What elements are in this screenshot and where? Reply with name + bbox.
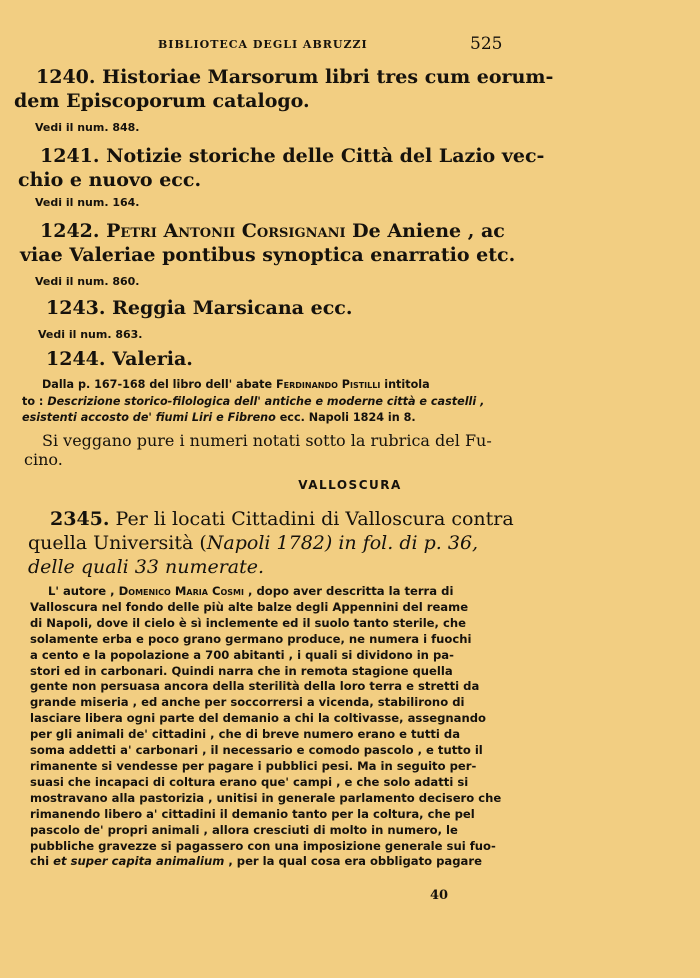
body-line: gente non persuasa ancora della sterilità della loro terra e stretti da bbox=[30, 679, 480, 694]
entry-1244-see-line1: Si veggano pure i numeri notati sotto la rubrica del Fu- bbox=[42, 431, 492, 450]
entry-1244-note: Dalla p. 167-168 del libro dell' abate Ferdinando Pistilli intitola to : Descrizione storico-filologica dell' antiche e moderne città e castelli , esistenti accosto de' fiumi Liri e Fibreno ecc. Napoli 1824 in 8. bbox=[22, 378, 485, 424]
entry-1244-see-line2: cino. bbox=[24, 450, 63, 469]
entry-2345-line1: 2345. Per li locati Cittadini di Valloscura contra bbox=[50, 508, 514, 530]
body-line: rimanendo libero a' cittadini il demanio tanto per la coltura, che pel bbox=[30, 806, 475, 821]
body-line: rimanente si vendesse per pagare i pubblici pesi. Ma in seguito per- bbox=[30, 758, 477, 773]
header-title: BIBLIOTECA DEGLI ABRUZZI bbox=[158, 38, 368, 51]
body-author: Domenico Maria Cosmi bbox=[118, 584, 244, 598]
entry-1240-line1: 1240. Historiae Marsorum libri tres cum eorum- bbox=[36, 66, 554, 88]
entry-1241-ref: Vedi il num. 164. bbox=[35, 196, 140, 209]
body-line: L' autore , Domenico Maria Cosmi , dopo aver descritta la terra di bbox=[48, 584, 454, 598]
page-number: 525 bbox=[470, 34, 503, 54]
entry-1241-line2: chio e nuovo ecc. bbox=[18, 169, 202, 191]
entry-1241-line1: 1241. Notizie storiche delle Città del Lazio vec- bbox=[40, 145, 545, 167]
body-line: mostravano alla pastorizia , unitisi in generale parlamento decisero che bbox=[30, 790, 502, 805]
entry-1240-ref: Vedi il num. 848. bbox=[35, 121, 140, 134]
entry-2345-line2: quella Università (Napoli 1782) in fol. di p. 36, bbox=[28, 532, 479, 554]
entry-1242-line2: viae Valeriae pontibus synoptica enarratio etc. bbox=[20, 244, 516, 266]
body-line: pascolo de' propri animali , allora cresciuti di molto in numero, le bbox=[30, 822, 458, 837]
note-author: Ferdinando Pistilli bbox=[275, 378, 381, 391]
entry-1244-line1: 1244. Valeria. bbox=[46, 348, 193, 370]
body-line: pubbliche gravezze si pagassero con una imposizione generale sui fuo- bbox=[30, 838, 496, 853]
entry-1243-line1: 1243. Reggia Marsicana ecc. bbox=[46, 297, 353, 319]
entry-1243-ref: Vedi il num. 863. bbox=[38, 328, 143, 341]
entry-1242-line1: 1242. Petri Antonii Corsignani De Aniene , ac bbox=[40, 220, 505, 242]
body-line: a cento e la popolazione a 700 abitanti , i quali si dividono in pa- bbox=[30, 647, 454, 662]
body-line: soma addetti a' carbonari , il necessario e comodo pascolo , e tutto il bbox=[30, 743, 483, 758]
body-line: grande miseria , ed anche per soccorrersi a vicenda, stabilirono di bbox=[30, 695, 465, 710]
entry-2345-line3: delle quali 33 numerate. bbox=[28, 556, 265, 578]
body-line: chi et super capita animalium , per la qual cosa era obbligato pagare bbox=[30, 854, 482, 869]
body-line: stori ed in carbonari. Quindi narra che in remota stagione quella bbox=[30, 663, 453, 678]
body-line: Valloscura nel fondo delle più alte balze degli Appennini del reame bbox=[30, 599, 469, 614]
body-line: di Napoli, dove il cielo è sì inclemente ed il suolo tanto sterile, che bbox=[30, 615, 466, 630]
body-line: suasi che incapaci di coltura erano que' campi , e che solo adatti si bbox=[30, 774, 469, 789]
signature-mark: 40 bbox=[430, 888, 449, 903]
section-heading: VALLOSCURA bbox=[298, 478, 402, 492]
body-line: solamente erba e poco grano germano produce, ne numera i fuochi bbox=[30, 631, 472, 646]
running-header bbox=[0, 34, 700, 54]
body-line: per gli animali de' cittadini , che di breve numero erano e tutti da bbox=[30, 727, 461, 742]
entry-1242-author: Petri Antonii Corsignani bbox=[106, 220, 346, 242]
body-line: lasciare libera ogni parte del demanio a chi la coltivasse, assegnando bbox=[30, 711, 486, 726]
body-paragraph bbox=[30, 584, 540, 870]
entry-1240-line2: dem Episcoporum catalogo. bbox=[14, 90, 310, 112]
entry-1242-ref: Vedi il num. 860. bbox=[35, 275, 140, 288]
